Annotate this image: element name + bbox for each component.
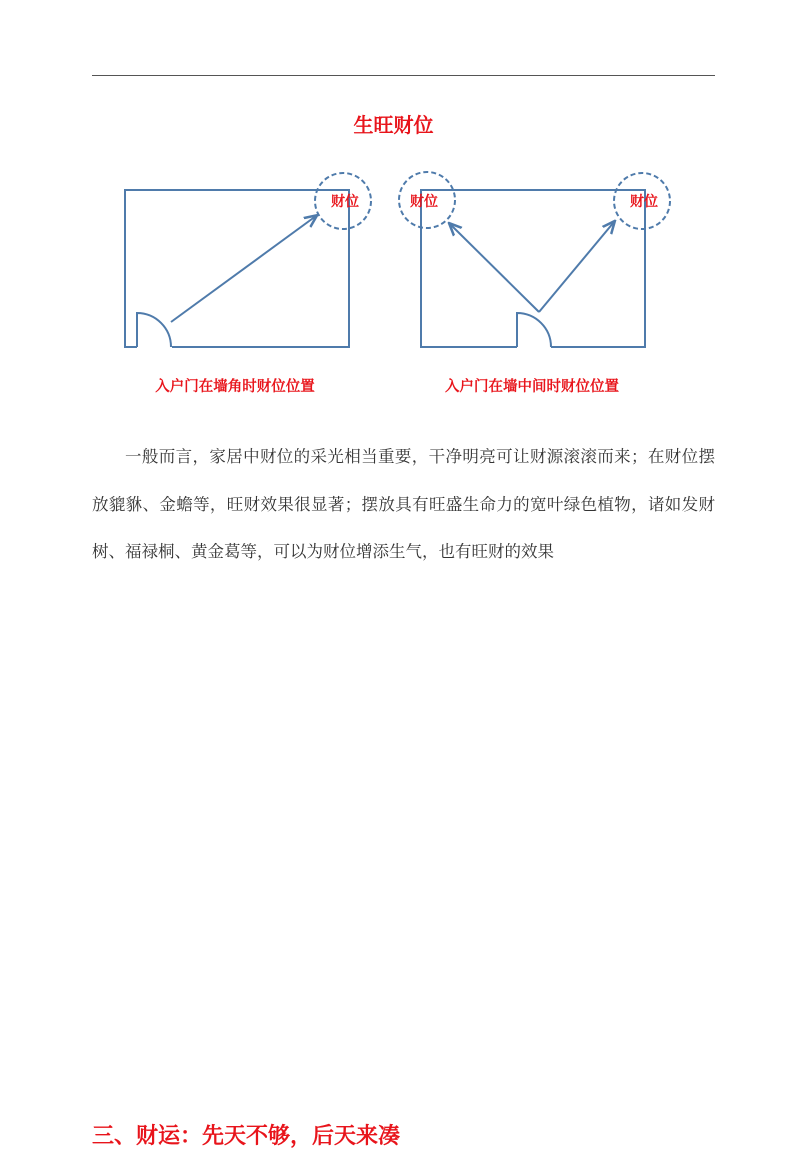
wealth-label-left: 财位 bbox=[331, 194, 359, 210]
section-heading: 三、财运：先天不够，后天来凑 bbox=[92, 1124, 401, 1149]
arrow-to-wealth-right-a bbox=[450, 224, 539, 312]
wealth-label-right-b: 财位 bbox=[630, 194, 658, 210]
wealth-label-right-a: 财位 bbox=[410, 194, 438, 210]
figure-title: 生旺财位 bbox=[353, 113, 434, 137]
caption-right: 入户门在墙中间时财位位置 bbox=[445, 379, 619, 395]
arrow-to-wealth-left bbox=[171, 216, 316, 322]
corner-door-diagram bbox=[125, 173, 371, 395]
arrow-to-wealth-right-b bbox=[539, 222, 614, 312]
middle-door-diagram bbox=[399, 172, 670, 395]
door-arc-right bbox=[517, 313, 551, 347]
room-outline-right bbox=[421, 190, 645, 347]
wealth-position-diagram bbox=[0, 160, 787, 400]
door-arc-left bbox=[137, 313, 171, 347]
caption-left: 入户门在墙角时财位位置 bbox=[155, 379, 315, 395]
body-paragraph: 一般而言，家居中财位的采光相当重要，干净明亮可让财源滚滚而来；在财位摆放貔貅、金蟾等，旺财效果很显著；摆放具有旺盛生命力的宽叶绿色植物，诸如发财树、福禄桐、黄金葛等，可以为财位增添生气，也有旺财的效果 bbox=[92, 447, 715, 561]
room-outline-left bbox=[125, 190, 349, 347]
header-rule bbox=[92, 75, 715, 76]
